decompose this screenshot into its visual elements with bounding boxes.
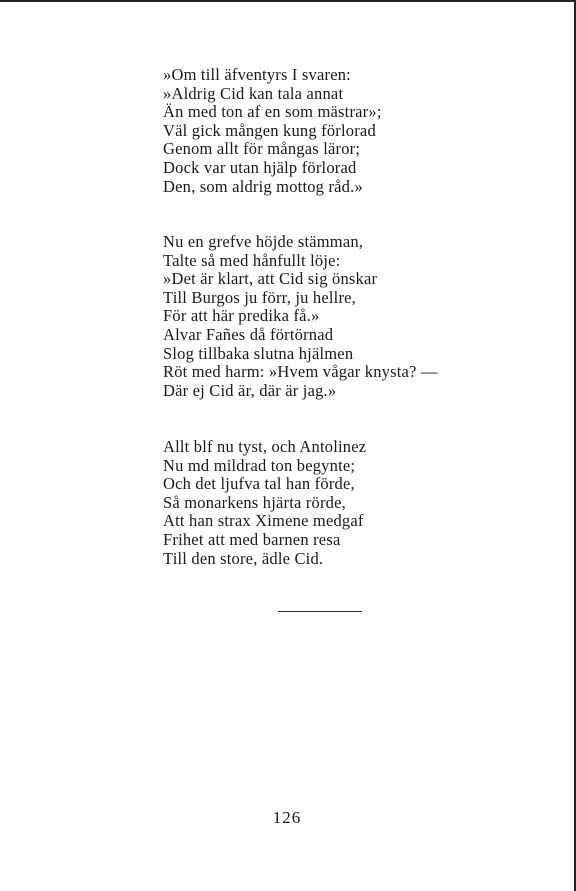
poem-line: Genom allt för mångas läror; xyxy=(163,139,361,159)
poem-line: Att han strax Ximene medgaf xyxy=(163,511,364,531)
poem-line: »Aldrig Cid kan tala annat xyxy=(163,83,344,103)
poem-line: »Om till äfventyrs I svaren: xyxy=(163,65,351,84)
poem-line: Alvar Fañes då förtörnad xyxy=(163,324,334,344)
stanza-2 xyxy=(163,233,438,400)
poem-line: Nu md mildrad ton begynte; xyxy=(163,455,356,475)
poem-line: Så monarkens hjärta rörde, xyxy=(163,492,346,512)
poem-line: Allt blf nu tyst, och Antolinez xyxy=(163,437,367,456)
poem-line: Än med ton af en som mästrar»; xyxy=(163,102,382,122)
poem-line: Talte så med hånfullt löje: xyxy=(163,250,341,270)
end-rule-divider xyxy=(278,611,362,612)
page-number: 126 xyxy=(272,808,302,827)
poem-line: Slog tillbaka slutna hjälmen xyxy=(163,343,354,363)
poem-line: Frihet att med barnen resa xyxy=(163,529,341,549)
poem-line: »Det är klart, att Cid sig önskar xyxy=(163,269,378,289)
poem-line: För att här predika få.» xyxy=(163,306,320,326)
stanza-1 xyxy=(163,66,382,196)
poem-line: Till den store, ädle Cid. xyxy=(163,548,324,568)
poem-line: Nu en grefve höjde stämman, xyxy=(163,232,364,251)
stanza-3 xyxy=(163,438,366,568)
poem-line: Röt med harm: »Hvem vågar knysta? — xyxy=(163,362,438,382)
poem-line: Dock var utan hjälp förlorad xyxy=(163,157,357,177)
poem-line: Där ej Cid är, där är jag.» xyxy=(163,380,337,400)
poem-line: Väl gick mången kung förlorad xyxy=(163,120,376,140)
poem-line: Till Burgos ju förr, ju hellre, xyxy=(163,287,357,307)
poem-line: Den, som aldrig mottog råd.» xyxy=(163,176,363,196)
poem-line: Och det ljufva tal han förde, xyxy=(163,474,355,494)
